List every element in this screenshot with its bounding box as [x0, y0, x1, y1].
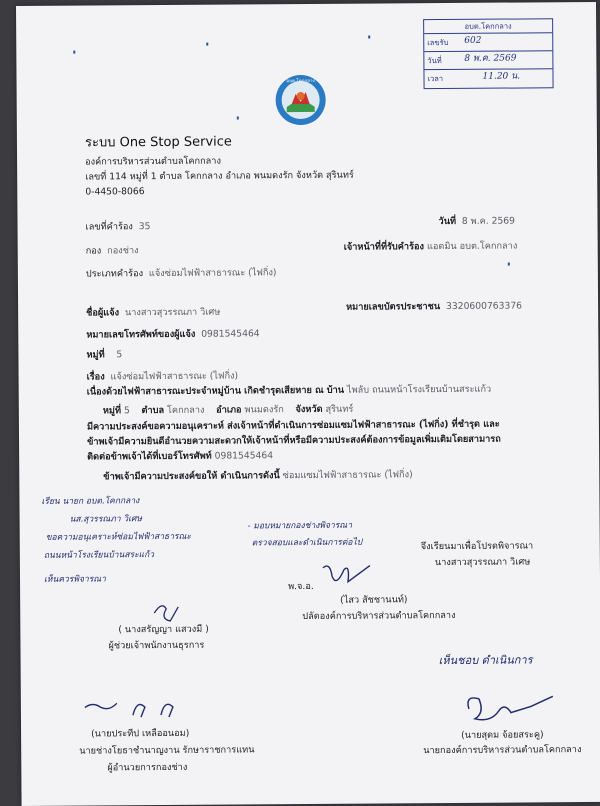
- palat-title: ปลัดองค์การบริหารส่วนตำบลโคกกลาง: [302, 609, 456, 623]
- body-paragraph-1: มีความประสงค์ขอความอนุเคราะห์ ส่งเจ้าหน้าที่ดำเนินการซ่อมแซมไฟฟ้าสาธารณะ (ไฟกิ่ง) ที่ชำรุด และ: [86, 418, 500, 433]
- request-document: [16, 2, 600, 806]
- approval-note: เห็นชอบ ดำเนินการ: [438, 653, 533, 668]
- closing-line: จึงเรียนมาเพื่อโปรดพิจารณา: [420, 540, 534, 553]
- clerk-signature-icon: [148, 599, 188, 627]
- stamp-time-value: 11.20 น.: [482, 71, 521, 82]
- palat-signature-icon: [318, 559, 378, 593]
- logo-label: อบต.โคกกลาง: [286, 78, 315, 85]
- request-number: เลขที่คำร้อง 35: [85, 221, 151, 233]
- mayor-signature-icon: [461, 688, 561, 729]
- stamp-row-number: เลขรับ 602: [424, 33, 552, 52]
- handwritten-note-left-2: นส.สุวรรณภา วิเศษ: [69, 514, 143, 525]
- palat-rank: พ.จ.อ.: [288, 580, 314, 593]
- location-line: หมู่ที่ 5 ตำบล โคกกลาง อำเภอ พนมดงรัก จังหวัด สุรินทร์: [102, 403, 354, 417]
- punch-dot: [237, 116, 239, 119]
- org-address: เลขที่ 114 หมู่ที่ 1 ตำบล โคกกลาง อำเภอ พนมดงรัก จังหวัด สุรินทร์: [85, 169, 354, 183]
- stamp-date-value: 8 พ.ค. 2569: [464, 53, 517, 64]
- system-title: ระบบ One Stop Service: [84, 134, 232, 151]
- handwritten-note-mid-1: - มอบหมายกองช่างพิจารณา: [247, 520, 352, 532]
- punch-dot: [368, 36, 370, 39]
- org-name: องค์การบริหารส่วนตำบลโคกกลาง: [85, 155, 221, 168]
- body-paragraph-2: ข้าพเจ้ามีความยินดีอำนวยความสะดวกให้เจ้าหน้าที่หรือมีความประสงค์ต้องการข้อมูลเพิ่มเติมโดยสามารถ: [87, 433, 501, 448]
- requester-village: หมู่ที่ 5: [86, 349, 123, 361]
- mayor-title: นายกองค์การบริหารส่วนตำบลโคกกลาง: [423, 744, 582, 757]
- request-date: วันที่ 8 พ.ค. 2569: [438, 215, 516, 228]
- cause-line: เนื่องด้วยไฟฟ้าสาธารณะประจำหมู่บ้าน เกิดชำรุดเสียหาย ณ บ้าน ไพลับ ถนนหน้าโรงเรียนบ้านสระแก้ว: [86, 383, 492, 398]
- engineer-title-2: ผู้อำนวยการกองช่าง: [107, 761, 188, 774]
- handwritten-note-left-1: เรียน นายก อบต.โคกกลาง: [41, 496, 140, 507]
- requester-phone: หมายเลขโทรศัพท์ของผู้แจ้ง 0981545464: [86, 328, 260, 341]
- engineer-title-1: นายช่างโยธาชำนาญงาน รักษาราชการแทน: [79, 744, 255, 757]
- body-paragraph-3: ติดต่อข้าพเจ้าได้ที่เบอร์โทรศัพท์ 0981545464: [87, 450, 274, 463]
- handwritten-note-left-4: ถนนหน้าโรงเรียนบ้านสระแก้ว: [43, 550, 155, 561]
- stamp-number-value: 602: [464, 35, 482, 46]
- request-officer: เจ้าหน้าที่ที่รับคำร้อง แอดมิน อบต.โคกกลาง: [343, 240, 518, 253]
- punch-dot: [206, 43, 208, 46]
- requester-name: ชื่อผู้แจ้ง นางสาวสุวรรณภา วิเศษ: [86, 306, 221, 319]
- request-department: กอง กองช่าง: [85, 245, 139, 257]
- engineer-name: (นายประทีป เหลืออนอม): [91, 727, 190, 740]
- handwritten-note-left-5: เห็นควรพิจารณา: [43, 574, 106, 585]
- punch-dot: [508, 263, 510, 266]
- stamp-header: อบต.โคกกลาง: [424, 19, 552, 34]
- engineer-signature-icon: [79, 693, 189, 724]
- clerk-name: ( นางสรัญญา แสวงมี ): [118, 623, 209, 636]
- requester-id: หมายเลขบัตรประชาชน 3320600763376: [346, 300, 523, 313]
- closing-name: นางสาวสุวรรณภา วิเศษ: [434, 556, 531, 569]
- org-phone: 0-4450-8066: [85, 186, 145, 198]
- handwritten-note-mid-2: ตรวจสอบและดำเนินการต่อไป: [251, 537, 363, 549]
- palat-name: (ไสว สัชชานนท์): [340, 594, 408, 606]
- stamp-row-time: เวลา 11.20 น.: [424, 69, 552, 87]
- request-type: ประเภทคำร้อง แจ้งซ่อมไฟฟ้าสาธารณะ (ไฟกิ่ง): [85, 267, 277, 280]
- subject-line: เรื่อง แจ้งซ่อมไฟฟ้าสาธารณะ (ไฟกิ่ง): [86, 370, 239, 383]
- mayor-name: (นายสุดม จ้อยสระคู): [461, 729, 544, 741]
- punch-dot: [73, 51, 75, 54]
- wish-line: ข้าพเจ้ามีความประสงค์ขอให้ ดำเนินการดังนี้ ซ่อมแซมไฟฟ้าสาธารณะ (ไฟกิ่ง): [103, 469, 413, 483]
- clerk-title: ผู้ช่วยเจ้าพนักงานธุรการ: [108, 639, 205, 652]
- receipt-stamp: [423, 18, 553, 89]
- stamp-row-date: วันที่ 8 พ.ค. 2569: [424, 51, 552, 70]
- handwritten-note-left-3: ขอความอนุเคราะห์ซ่อมไฟฟ้าสาธารณะ: [45, 531, 192, 543]
